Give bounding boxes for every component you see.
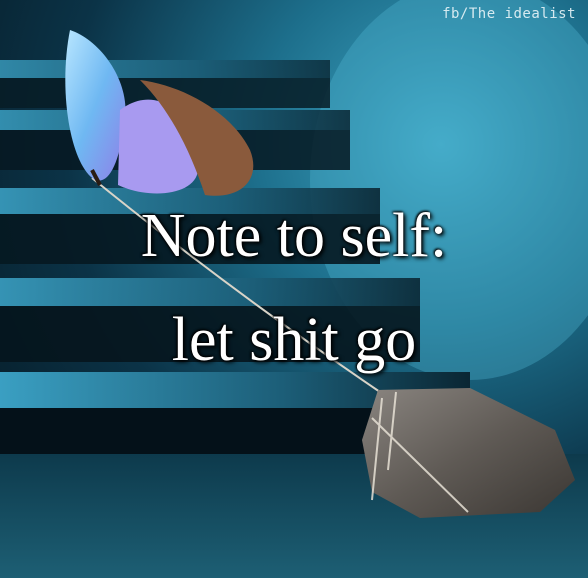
watermark-text: fb/The idealist [442,6,576,22]
caption-line-2: let shit go [171,306,417,374]
caption-line-1: Note to self: [140,202,448,270]
stone [362,388,575,518]
